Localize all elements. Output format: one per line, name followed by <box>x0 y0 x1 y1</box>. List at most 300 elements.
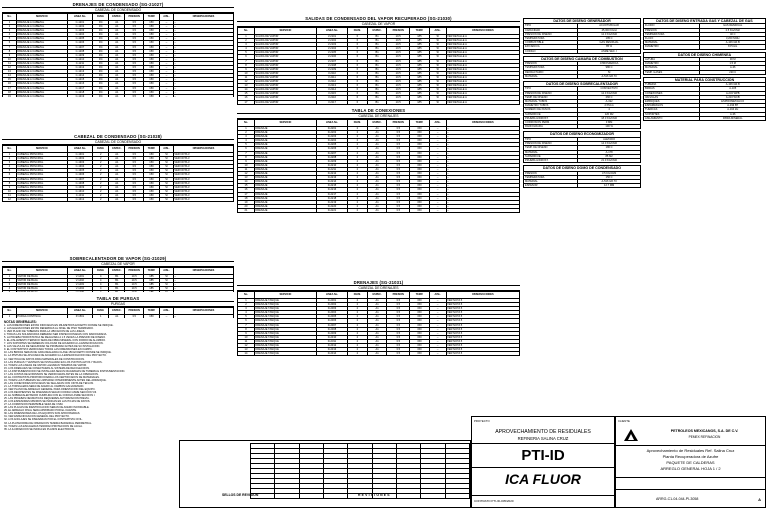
table-cell: 3/4 <box>93 86 109 90</box>
table-cell: 1 <box>3 21 17 25</box>
table-cell: 15 <box>238 184 255 188</box>
table-cell: 3.5 <box>125 29 143 33</box>
table-cell <box>109 291 125 292</box>
table-cell: 2 <box>347 151 367 155</box>
table-cell: 1 <box>238 299 255 303</box>
column-header: DIAM. <box>347 292 367 299</box>
table-cell: -- <box>429 344 446 348</box>
table-cell: DRENAJE TANQUE <box>254 323 316 327</box>
column-header: ESPEC. <box>367 292 387 299</box>
table-cell: 185 <box>143 275 159 279</box>
table-cell: 150 <box>143 193 159 197</box>
table-cell: 3/4 <box>93 61 109 65</box>
table-cell: D-2201 <box>316 127 347 131</box>
column-header: No. <box>3 308 17 315</box>
design-value: 2.5 KG/CM2 <box>725 28 740 32</box>
design-key: SOPORTES <box>644 113 700 116</box>
table-cell <box>16 291 67 292</box>
table-cell: V-2112 <box>316 80 347 84</box>
design-value: 220 C <box>729 70 737 74</box>
revision-block <box>179 440 471 508</box>
table-cell <box>160 291 174 292</box>
table-cell: A1 <box>367 204 387 208</box>
table-cell: 3.5 <box>387 352 410 356</box>
design-value: ACUOTUBULAR <box>599 24 619 28</box>
table-cell: D-2215 <box>316 184 347 188</box>
table-cell: A1 <box>109 66 125 70</box>
table-cell: SALIDA DE VAPOR <box>254 84 316 88</box>
table-cell: VER NOTA 5 <box>446 303 519 307</box>
table-cell: SI <box>160 185 174 189</box>
table-cell: 150 <box>409 196 429 200</box>
table-cell: 8 <box>238 63 255 67</box>
table-cell: A1 <box>367 188 387 192</box>
table-cell: V-2104 <box>316 47 347 51</box>
table-cell: -- <box>173 279 233 283</box>
design-value: 180 C <box>605 146 613 150</box>
table-cell: DRENAJE A CABEZAL <box>16 66 67 70</box>
design-value: 12.0 KG/CM2 <box>601 91 617 95</box>
table-cell: A1 <box>109 198 125 202</box>
table-cell: 12 <box>3 198 17 202</box>
table-cell: 150 <box>143 33 159 37</box>
table-cell: -- <box>173 315 233 319</box>
table-cell: -- <box>173 94 233 97</box>
table-cell: 14 <box>238 180 255 184</box>
table-cell: 3.5 <box>387 208 410 212</box>
table-cell: 6 <box>3 41 17 45</box>
table-cell: 2 <box>347 139 367 143</box>
design-data-column-2 <box>643 18 766 258</box>
column-header: SERVICIO <box>254 28 316 35</box>
table-cell: 150 <box>409 127 429 131</box>
table-cell: 2 <box>347 339 367 343</box>
table-cell: 10.5 <box>387 67 410 71</box>
table-cell: 2 <box>347 335 367 339</box>
table-cell: -- <box>446 204 519 208</box>
table-cell: 3.5 <box>125 189 143 193</box>
table-cell: 6 <box>347 39 367 43</box>
column-header: ESPEC. <box>109 146 125 153</box>
design-key: ALTURA <box>644 58 700 61</box>
table-cell: -- <box>173 33 233 37</box>
table-cell: 10.5 <box>387 51 410 55</box>
column-header: ESPEC. <box>367 28 387 35</box>
table-cell: C-1207 <box>67 45 92 49</box>
table-cell: -- <box>173 61 233 65</box>
table-cell: C-1209 <box>67 53 92 57</box>
table-cell: 3.5 <box>125 78 143 82</box>
table-cell: DRENAJE A CABEZAL <box>16 86 67 90</box>
table-cell: 185 <box>409 80 429 84</box>
table-cell: 14 <box>238 88 255 92</box>
table-cell: A1 <box>367 127 387 131</box>
table-cell: SALIDA DE VAPOR <box>254 75 316 79</box>
table-cell: SALIDA DE VAPOR <box>254 55 316 59</box>
table-cell: D-2220 <box>316 204 347 208</box>
table-cell: 150 <box>143 57 159 61</box>
table-cell: -- <box>173 275 233 279</box>
table-cell: VER NOTA 3 <box>173 189 233 193</box>
table-cell: A1 <box>109 161 125 165</box>
note-line: 15. LOS DRENAJES SE CONECTARAN AL SISTEMA DE RECOLECCION. <box>4 366 90 370</box>
design-key: AISLAMIENTO <box>644 117 700 120</box>
design-key: CONEXIONES <box>644 92 700 95</box>
design-key: MATERIAL <box>524 180 578 183</box>
table-cell: -- <box>429 159 446 163</box>
table-cell: A1 <box>109 193 125 197</box>
table-cell: 3/4 <box>93 37 109 41</box>
drawing-title-1: Aprovechamiento de Residuales Ref. Salina Cruz <box>646 448 735 453</box>
table-cell: 3/4 <box>93 29 109 33</box>
table-cell: 15 <box>238 92 255 96</box>
table-purgas <box>2 296 234 318</box>
table-cell: DRENAJE TANQUE <box>254 339 316 343</box>
table-cell: C-1205 <box>67 37 92 41</box>
design-value: A-105 <box>729 87 737 91</box>
column-header: No. <box>238 28 255 35</box>
table-cell: 3.5 <box>125 70 143 74</box>
table-cell: SI <box>160 193 174 197</box>
project-code: PTI-ID <box>521 447 565 464</box>
panel-title: TABLA DE PURGAS <box>2 296 234 302</box>
note-line: 26. LOS ESPESORES MINIMOS SE INDICAN EN LAS HOJAS DE DATOS. <box>4 400 91 404</box>
table-cell <box>143 291 159 292</box>
table-cell: DRENAJE A CABEZAL <box>16 49 67 53</box>
table-cell: VER NOTA 5 <box>446 299 519 303</box>
table-cell: C-1218 <box>67 90 92 94</box>
design-key: ESPESOR <box>524 184 578 187</box>
table-cell: B1 <box>367 55 387 59</box>
design-key: PRESION DE DISENO <box>524 92 578 95</box>
design-value: ALETADO <box>603 137 616 141</box>
table-cell: 3.5 <box>387 311 410 315</box>
table-cell: 3.5 <box>125 193 143 197</box>
table-cell: 3.5 <box>125 173 143 177</box>
table-cell: VER DETALLE A <box>446 35 519 39</box>
column-header: LINEA No. <box>67 146 92 153</box>
table-cell: -- <box>173 57 233 61</box>
table-cell: A1 <box>109 37 125 41</box>
table-cell: 13 <box>238 84 255 88</box>
table-cell: DRENAJE TANQUE <box>254 348 316 352</box>
table-cell: 3.5 <box>125 157 143 161</box>
table-cell: 2 <box>347 159 367 163</box>
table-cell: 8 <box>238 327 255 331</box>
table-cell: B1 <box>109 287 125 291</box>
table-cell: DRENAJE TANQUE <box>254 335 316 339</box>
column-header: DIAM. <box>347 120 367 127</box>
table-cell: -- <box>446 172 519 176</box>
table-cell: 18 <box>238 196 255 200</box>
design-key: MATERIAL <box>524 151 578 154</box>
table-header-row <box>3 14 234 21</box>
table-cell: VER NOTA 3 <box>173 165 233 169</box>
table-cell: A1 <box>367 200 387 204</box>
column-header: No. <box>3 268 17 275</box>
table-cell: SI <box>160 161 174 165</box>
panel-subtitle: CABEZAL DE DRENAJES <box>237 286 520 291</box>
column-header: OBSERVACIONES <box>173 268 233 275</box>
table-cell: 150 <box>143 82 159 86</box>
table-cell: A1 <box>109 74 125 78</box>
table-cell <box>3 291 17 292</box>
table-cell: 150 <box>409 135 429 139</box>
table-cell: D-2306 <box>316 319 347 323</box>
table-cell: 150 <box>409 339 429 343</box>
table-cell: 6 <box>347 43 367 47</box>
table-cell: 3 <box>3 283 17 287</box>
table-cell: 2 <box>347 307 367 311</box>
table-cell: PURGA CONTINUA <box>16 315 67 319</box>
table-cell: A1 <box>367 159 387 163</box>
table-cell: P-1501 <box>67 315 92 319</box>
table-cell: 185 <box>409 100 429 104</box>
table-cell: A1 <box>109 189 125 193</box>
table-cell: C-1308 <box>67 181 92 185</box>
table-cell: 6 <box>347 59 367 63</box>
table-cell: -- <box>173 82 233 86</box>
table-cell: D-2207 <box>316 151 347 155</box>
table-cell: 3.5 <box>125 61 143 65</box>
table-cell: A1 <box>367 184 387 188</box>
stamp-label: SELLOS DE REVISION <box>222 493 259 497</box>
table-cell: 3.5 <box>125 94 143 97</box>
table-cell: C-1219 <box>67 94 92 97</box>
table-cell: 16 <box>3 82 17 86</box>
revision-cell <box>323 494 347 499</box>
table-cell: 4 <box>3 165 17 169</box>
table-cell: 3.5 <box>387 319 410 323</box>
table-cell: C-1307 <box>67 177 92 181</box>
table-cell: -- <box>429 208 446 212</box>
table-cell: 150 <box>409 204 429 208</box>
table-cell: -- <box>173 86 233 90</box>
table-cell: -- <box>160 86 174 90</box>
design-value: FIBRA MINERAL <box>722 116 743 120</box>
table-cell <box>125 291 143 292</box>
table-cell: VER DETALLE A <box>446 47 519 51</box>
column-header: LINEA No. <box>67 308 92 315</box>
table-cell: 20 <box>238 204 255 208</box>
table-cell: 2 <box>347 315 367 319</box>
table-cell: SI <box>429 39 446 43</box>
table-cell: -- <box>429 127 446 131</box>
table-cell: -- <box>173 74 233 78</box>
table-cell: SI <box>429 51 446 55</box>
table-cell: 150 <box>409 327 429 331</box>
table-cell: 185 <box>409 63 429 67</box>
table-cell: -- <box>429 155 446 159</box>
table-cell: VER DETALLE A <box>446 59 519 63</box>
table-cell: A1 <box>367 352 387 356</box>
table-cell: 6 <box>347 35 367 39</box>
table-cell: -- <box>160 33 174 37</box>
client-label: CLIENTE <box>618 419 630 423</box>
table-cell: 150 <box>409 192 429 196</box>
table-cell: -- <box>429 172 446 176</box>
table-cell: 2 <box>347 319 367 323</box>
table-cell: DRENAJE A CABEZAL <box>16 78 67 82</box>
table-cell: 2 <box>347 196 367 200</box>
table-cell: B1 <box>367 39 387 43</box>
note-line: 28. LAS PLACAS DE IDENTIFICACION SERAN DE ACERO INOXIDABLE. <box>4 406 90 410</box>
column-header: No. <box>3 14 17 21</box>
column-header: TEMP. <box>409 28 429 35</box>
table-cell: SI <box>160 198 174 202</box>
column-header: PRESION <box>125 308 143 315</box>
table-cell: -- <box>446 188 519 192</box>
table-cell: 2 <box>93 193 109 197</box>
table-cell: A1 <box>109 86 125 90</box>
table-cell: 3.5 <box>387 180 410 184</box>
table-cell: 3.5 <box>125 49 143 53</box>
table-cell: 150 <box>409 335 429 339</box>
table-cell: A1 <box>367 147 387 151</box>
table-cell: -- <box>173 21 233 25</box>
design-key: DIAMETRO TUBOS <box>524 104 578 107</box>
table-cell: 2 <box>347 344 367 348</box>
design-data-block <box>523 165 641 188</box>
column-header: SERVICIO <box>16 14 67 21</box>
column-header: PRESION <box>125 146 143 153</box>
table-cell: 185 <box>409 84 429 88</box>
table-cell: V-1403 <box>67 283 92 287</box>
table-cell: 3.5 <box>125 198 143 202</box>
table-cell: 13 <box>3 70 17 74</box>
table-cell: 3.5 <box>387 335 410 339</box>
project-location: REFINERIA SALINA CRUZ <box>517 436 569 441</box>
column-header: AISL. <box>429 28 446 35</box>
table-cell: SI <box>429 80 446 84</box>
table-cell: SI <box>160 283 174 287</box>
design-key: VALVULAS <box>644 96 700 99</box>
table-cell: CABEZAL PRINCIPAL <box>16 198 67 202</box>
table-cell: 1 <box>238 35 255 39</box>
table-cell: 2 <box>347 208 367 212</box>
design-value: 195 C <box>605 37 613 41</box>
table-cell: 150 <box>143 70 159 74</box>
table-cell: 3.5 <box>387 159 410 163</box>
table-cell: -- <box>446 184 519 188</box>
design-key: TUBERIA <box>644 83 700 86</box>
note-line: 13. LAS PURGAS Y VENTEOS SE INSTALARAN EN LOS PUNTOS ALTOS Y BAJOS. <box>4 360 103 364</box>
design-data-row <box>644 71 765 74</box>
table-cell: VER NOTA 3 <box>173 169 233 173</box>
table-cell: V-1404 <box>67 287 92 291</box>
table-cell: 185 <box>409 92 429 96</box>
table-cell: -- <box>429 167 446 171</box>
design-value: 85 % <box>606 45 613 49</box>
note-line: 22. VER PLANO DE ARREGLO GENERAL PARA ORIENTACION DEL EQUIPO. <box>4 387 96 391</box>
table-cell: VER DETALLE A <box>446 43 519 47</box>
table-cell: VER DETALLE A <box>446 67 519 71</box>
table-cell: 2 <box>238 131 255 135</box>
table-cell: -- <box>429 323 446 327</box>
table-cell: VER NOTA 3 <box>173 157 233 161</box>
table-cell: C-1311 <box>67 193 92 197</box>
table-cell: 3.5 <box>125 161 143 165</box>
design-key: PRESION <box>524 62 578 65</box>
table-cell: 9 <box>3 53 17 57</box>
table-row <box>3 94 234 97</box>
table-cell: A1 <box>109 82 125 86</box>
table-cell: 3.5 <box>387 155 410 159</box>
table-cell: 4 <box>3 287 17 291</box>
table-cell: SALIDA DE VAPOR <box>254 80 316 84</box>
table-cell: -- <box>429 188 446 192</box>
table-cell: SI <box>429 71 446 75</box>
table-cell: C-1211 <box>67 61 92 65</box>
table-header-row <box>238 120 520 127</box>
table-cell: -- <box>173 283 233 287</box>
column-header: DIAM. <box>93 146 109 153</box>
table-salidas-condensado <box>237 16 520 106</box>
design-value: 30 M <box>729 58 736 62</box>
table-cell: DRENAJE TANQUE <box>254 307 316 311</box>
table-cell: -- <box>160 41 174 45</box>
table-cabezal-condensado <box>2 134 234 202</box>
table-cell: SI <box>429 43 446 47</box>
column-header: No. <box>238 120 255 127</box>
table-cell: V-2116 <box>316 96 347 100</box>
table-cell: -- <box>173 90 233 94</box>
drawing-title-4: ARREGLO GENERAL HOJA 1 / 2 <box>660 466 721 471</box>
table-cell: 185 <box>409 55 429 59</box>
table-cell: V-2101 <box>316 35 347 39</box>
table-cell: 19 <box>3 94 17 97</box>
table-cell: SALIDA DE VAPOR <box>254 63 316 67</box>
revision-cell <box>299 494 323 499</box>
table-cell: DRENAJE <box>254 147 316 151</box>
table-cell: 150 <box>143 41 159 45</box>
design-key: TEMP. DE DISENO <box>524 96 578 99</box>
design-value: A-106 GR.B <box>725 41 740 45</box>
design-key: RADIOGRAFIA <box>524 125 578 128</box>
table-cell: 3.5 <box>387 327 410 331</box>
table-cell: SI <box>429 47 446 51</box>
table-cell: VER DETALLE A <box>446 75 519 79</box>
table-cell: -- <box>160 66 174 70</box>
table-cell: -- <box>429 319 446 323</box>
table-cell: 3.5 <box>125 57 143 61</box>
design-key: COMBUSTIBLE <box>524 41 578 44</box>
table-cell: 150 <box>409 200 429 204</box>
column-header: AISL. <box>160 146 174 153</box>
table-cell: DRENAJE A CABEZAL <box>16 82 67 86</box>
table-cell: 2 <box>93 173 109 177</box>
table-cell: -- <box>429 311 446 315</box>
table-cell: SALIDA DE VAPOR <box>254 35 316 39</box>
table-cell: 150 <box>409 208 429 212</box>
table-cell: 3.5 <box>387 348 410 352</box>
table-cell: 2 <box>93 169 109 173</box>
table-cell: 150 <box>143 29 159 33</box>
table-cell: D-2209 <box>316 159 347 163</box>
table-cell: 3.5 <box>125 181 143 185</box>
table-cell: B1 <box>109 283 125 287</box>
design-key: ESPARRAGOS <box>644 104 700 107</box>
design-data-block <box>643 52 766 75</box>
design-key: CAPACIDAD <box>524 29 578 32</box>
column-header: SERVICIO <box>16 146 67 153</box>
design-value: SI <box>607 70 611 74</box>
table-cell: -- <box>446 196 519 200</box>
table-cell: -- <box>429 335 446 339</box>
drawing-number: ARRG-C1-04-044-PI-3058 <box>656 497 699 501</box>
table-cell: 4 <box>238 139 255 143</box>
column-header: DIAM. <box>347 28 367 35</box>
